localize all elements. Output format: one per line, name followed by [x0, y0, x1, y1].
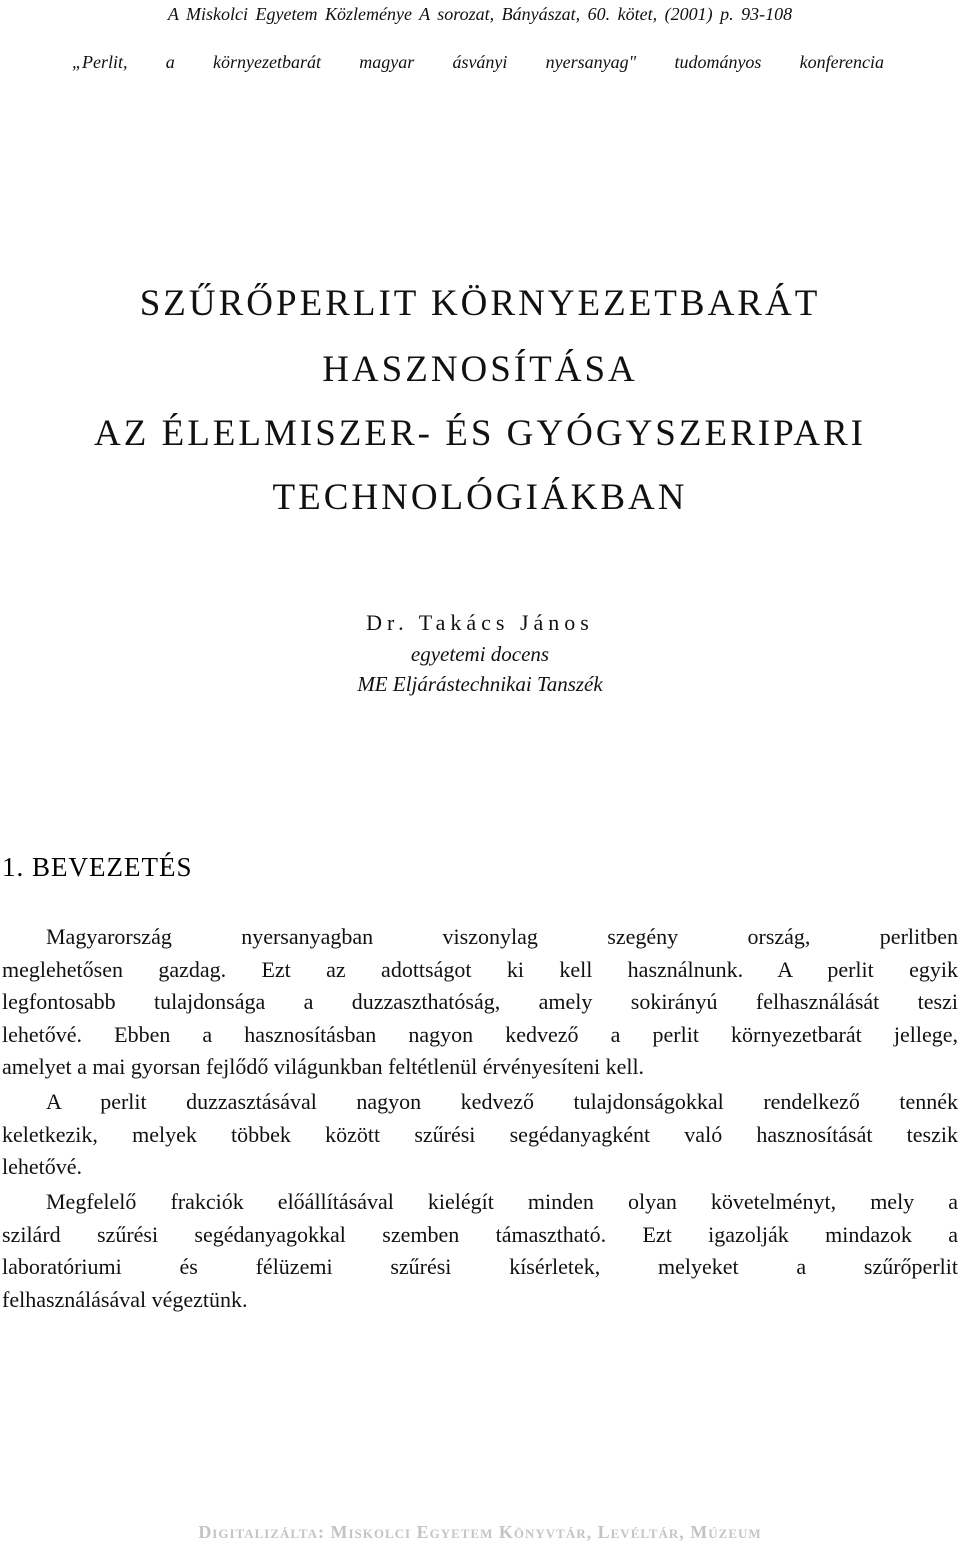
paragraph-line: amelyet a mai gyorsan fejlődő világunkban feltétlenül érvényesíteni kell.: [2, 1054, 645, 1079]
conference-word: nyersanyag": [545, 52, 637, 72]
digitization-watermark: Digitalizálta: Miskolci Egyetem Könyvtár, Levéltár, Múzeum: [198, 1522, 762, 1542]
journal-citation: A Miskolci Egyetem Közleménye A sorozat, Bányászat, 60. kötet, (2001) p. 93-108: [167, 4, 793, 24]
conference-word: környezetbarát: [212, 52, 321, 72]
author-name: Dr. Takács János: [366, 610, 594, 635]
paragraph-line: lehetővé.: [2, 1154, 83, 1179]
title-line: SZŰRŐPERLIT KÖRNYEZETBARÁT: [139, 283, 821, 324]
author-department: ME Eljárástechnikai Tanszék: [357, 672, 603, 696]
paragraph-line: meglehetősen gazdag. Ezt az adottságot ki kell használnunk. A perlit egyik: [2, 957, 958, 982]
conference-word: konferencia: [799, 52, 884, 72]
paragraph-line: legfontosabb tulajdonsága a duzzaszthatóság, amely sokirányú felhasználását teszi: [2, 989, 958, 1014]
conference-word: magyar: [359, 52, 415, 72]
conference-word: a: [165, 52, 175, 72]
paragraph-line: Magyarország nyersanyagban viszonylag szegény ország, perlitben: [46, 924, 958, 949]
conference-word: tudományos: [674, 52, 762, 72]
section-heading: 1. BEVEZETÉS: [2, 852, 193, 882]
paragraph-line: A perlit duzzasztásával nagyon kedvező tulajdonságokkal rendelkező tennék: [46, 1089, 958, 1114]
conference-word: ásványi: [452, 52, 508, 72]
title-line: AZ ÉLELMISZER- ÉS GYÓGYSZERIPARI: [94, 413, 866, 454]
paragraph-line: szilárd szűrési segédanyagokkal szemben támasztható. Ezt igazolják mindazok a: [2, 1222, 958, 1247]
title-line: HASZNOSÍTÁSA: [322, 349, 638, 390]
conference-word: „Perlit,: [72, 52, 128, 72]
paragraph-line: lehetővé. Ebben a hasznosításban nagyon kedvező a perlit környezetbarát jellege,: [2, 1022, 958, 1047]
paragraph-line: felhasználásával végeztünk.: [2, 1287, 248, 1312]
paragraph-line: laboratóriumi és félüzemi szűrési kísérletek, melyeket a szűrőperlit: [2, 1254, 958, 1279]
paragraph-line: keletkezik, melyek többek között szűrési segédanyagként való hasznosítását teszik: [2, 1122, 958, 1147]
author-role: egyetemi docens: [410, 642, 550, 666]
title-line: TECHNOLÓGIÁKBAN: [272, 477, 688, 518]
paragraph-line: Megfelelő frakciók előállításával kielégít minden olyan követelményt, mely a: [46, 1189, 958, 1214]
conference-line: [72, 52, 884, 73]
